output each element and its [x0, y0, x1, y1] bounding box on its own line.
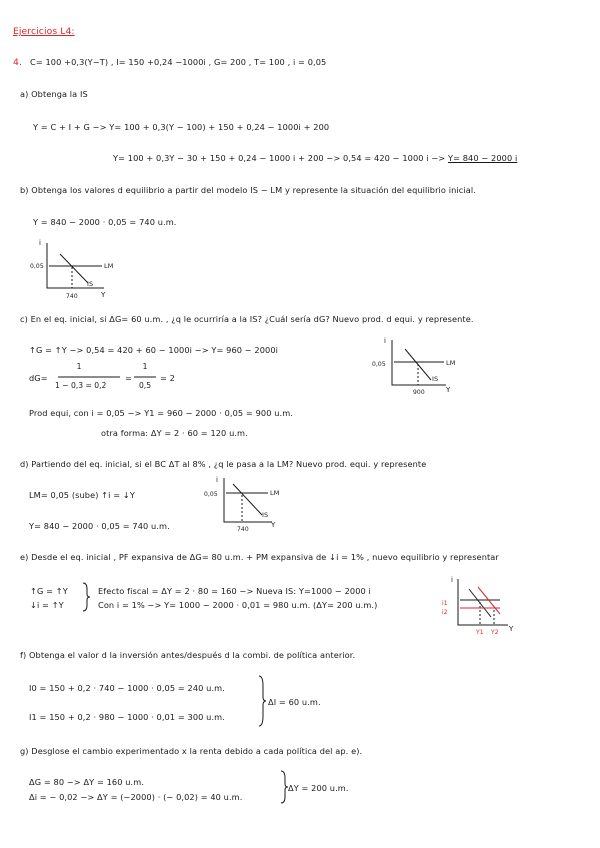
graph-c-y-value: 900: [413, 389, 425, 396]
graph-d-is-curve: [233, 484, 262, 515]
c-line4: otra forma: ΔY = 2 · 60 = 120 u.m.: [101, 428, 248, 438]
heading-c: c) En el eq. inicial, si ΔG= 60 u.m. , ¿q le ocurriría a la IS? ¿Cuál sería dG? Nuevo prod. d equi. y represente.: [20, 314, 474, 324]
f-line1: I0 = 150 + 0,2 · 740 − 1000 · 0,05 = 240 u.m.: [29, 683, 225, 693]
graph-e-axis-y: Y: [509, 625, 514, 633]
graph-d-y-value: 740: [237, 526, 249, 533]
g-line1: ΔG = 80 −> ΔY = 160 u.m.: [29, 777, 145, 787]
graph-b-lm-label: LM: [104, 262, 114, 270]
c-frac1-num: 1: [76, 362, 82, 371]
graph-b: [47, 243, 104, 288]
heading-d: d) Partiendo del eq. inicial, si el BC ΔT al 8% , ¿q le pasa a la LM? Nuevo prod. equi. y represente: [20, 459, 427, 469]
graph-d-axis-i: i: [216, 476, 219, 484]
graph-c-i-value: 0,05: [372, 361, 386, 368]
exercise-statement: C= 100 +0,3(Y−T) , I= 150 +0,24 −1000i , G= 200 , T= 100 , i = 0,05: [30, 57, 327, 67]
d-line1: LM= 0,05 (sube) ↑i = ↓Y: [29, 490, 135, 500]
graph-b-axis-i: i: [39, 239, 42, 247]
heading-e: e) Desde el eq. inicial , PF expansiva de ΔG= 80 u.m. + PM expansiva de ↓i = 1% , nuevo equilibrio y representar: [20, 552, 499, 562]
e-line1: Efecto fiscal = ΔY = 2 · 80 = 160 −> Nueva IS: Y=1000 − 2000 i: [98, 586, 371, 596]
c-dg-label: dG=: [29, 373, 48, 383]
graph-e-y1-label: Y1: [476, 629, 484, 636]
c-line1: ↑G = ↑Y −> 0,54 = 420 + 60 − 1000i −> Y= 960 − 2000i: [29, 345, 279, 355]
c-frac2-num: 1: [142, 362, 148, 371]
f-result: ΔI = 60 u.m.: [268, 697, 321, 707]
e-left2: ↓i = ↑Y: [30, 600, 64, 610]
heading-g: g) Desglose el cambio experimentado x la renta debido a cada política del ap. e).: [20, 746, 363, 756]
heading-a: a) Obtenga la IS: [20, 89, 88, 99]
graph-d: [224, 478, 272, 522]
g-result: ΔY = 200 u.m.: [288, 783, 349, 793]
is-result: Y= 840 − 2000 i: [447, 153, 518, 163]
b-line1: Y = 840 − 2000 · 0,05 = 740 u.m.: [33, 217, 177, 227]
g-line2: Δi = − 0,02 −> ΔY = (−2000) · (− 0,02) = 40 u.m.: [29, 792, 243, 802]
e-brace: [83, 583, 90, 611]
c-eq-sign: =: [125, 373, 132, 383]
graph-d-axis-y: Y: [271, 521, 276, 529]
e-left1: ↑G = ↑Y: [30, 586, 68, 596]
graph-c-is-label: IS: [432, 375, 439, 383]
graph-e-axes: [458, 579, 508, 625]
graph-e-axis-i: i: [451, 576, 454, 584]
a-line1: Y = C + I + G −> Y= 100 + 0,3(Y − 100) + 150 + 0,24 − 1000i + 200: [33, 122, 330, 132]
graph-e-y2-label: Y2: [491, 629, 499, 636]
graph-b-y-value: 740: [66, 293, 78, 300]
heading-b: b) Obtenga los valores d equilibrio a partir del modelo IS − LM y represente la situación del equilibrio inicial.: [20, 185, 476, 195]
graph-c-lm-label: LM: [446, 359, 456, 367]
graph-c-axis-i: i: [384, 337, 387, 345]
graph-b-is-curve: [60, 254, 88, 283]
graph-e-i2-label: i2: [442, 609, 448, 616]
graph-b-is-label: IS: [87, 280, 94, 288]
c-line3: Prod equi, con i = 0,05 −> Y1 = 960 − 2000 · 0,05 = 900 u.m.: [29, 408, 293, 418]
graph-b-i-value: 0,05: [30, 263, 44, 270]
f-line2: I1 = 150 + 0,2 · 980 − 1000 · 0,01 = 300 u.m.: [29, 712, 225, 722]
e-line2: Con i = 1% −> Y= 1000 − 2000 · 0,01 = 980 u.m. (ΔY= 200 u.m.): [98, 600, 378, 610]
graph-c-axis-y: Y: [446, 386, 451, 394]
d-line2: Y= 840 − 2000 · 0,05 = 740 u.m.: [29, 521, 170, 531]
c-frac2-den: 0,5: [138, 381, 152, 390]
graph-e-i1-label: i1: [442, 600, 448, 607]
exercise-number: 4.: [13, 57, 22, 68]
graph-c: [392, 340, 446, 385]
g-brace: [281, 771, 288, 803]
graph-e: [458, 579, 508, 625]
heading-f: f) Obtenga el valor d la inversión antes/después d la combi. de política anterior.: [20, 650, 356, 660]
graph-b-axis-y: Y: [101, 291, 106, 299]
c-frac1-den: 1 − 0,3 = 0,2: [55, 381, 107, 390]
c-frac-result: = 2: [160, 373, 175, 383]
graph-d-lm-label: LM: [270, 489, 280, 497]
graph-d-is-label: IS: [262, 511, 269, 519]
f-brace: [259, 676, 266, 726]
page-title: Ejercicios L4:: [13, 26, 75, 37]
graph-d-i-value: 0,05: [204, 491, 218, 498]
a-line2-text: Y= 100 + 0,3Y − 30 + 150 + 0,24 − 1000 i + 200 −> 0,54 = 420 − 1000 i −>: [113, 153, 448, 163]
